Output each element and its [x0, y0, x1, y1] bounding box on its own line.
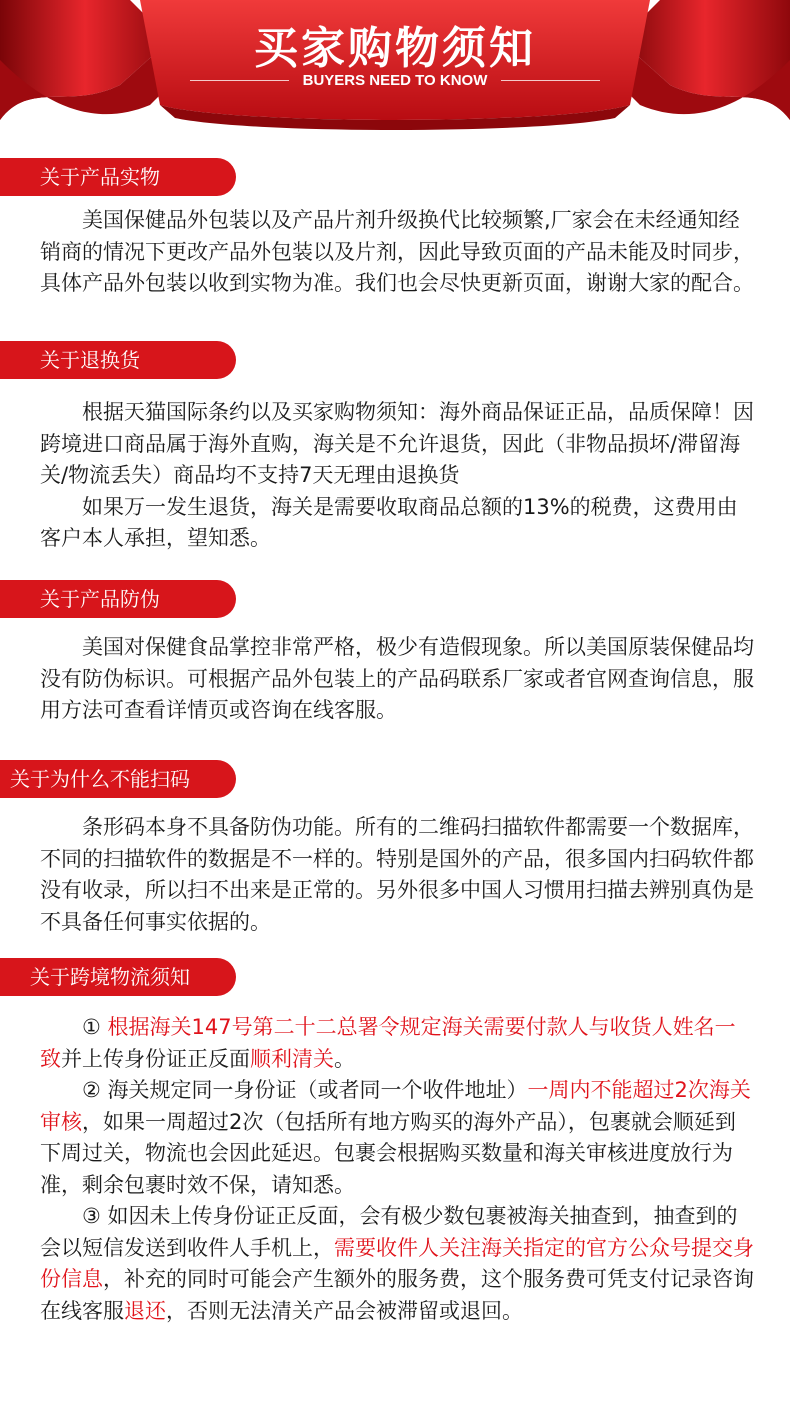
item-text: ，补充的同时可能会产生额外的服务费，这个服务费可凭支付记录咨询在线客服 — [40, 1267, 754, 1323]
page-subtitle: BUYERS NEED TO KNOW — [302, 71, 488, 89]
item-number: ③ — [82, 1204, 101, 1228]
item-text: 。 — [334, 1046, 355, 1071]
highlight-text: 根据海关147号第二十二总署令规定海关需要付款人与收货人姓名一致 — [40, 1015, 736, 1071]
section-heading-product: 关于产品实物 — [0, 158, 236, 196]
item-text: 如因未上传身份证正反面，会有极少数包裹被海关抽查到，抽查到的会以短信发送到收件人手机上， — [40, 1204, 738, 1260]
highlight-text: 顺利清关 — [250, 1046, 334, 1071]
logistics-item-1 — [40, 1012, 755, 1075]
section-body-returns — [40, 397, 755, 555]
page-title: 买家购物须知 — [254, 23, 536, 74]
item-number: ① — [82, 1015, 101, 1039]
subtitle-row — [190, 68, 600, 92]
section-body-product — [40, 205, 755, 300]
paragraph: 美国对保健食品掌控非常严格，极少有造假现象。所以美国原装保健品均没有防伪标识。可根据产品外包装上的产品码联系厂家或者官网查询信息，服用方法可查看详情页或咨询在线客服。 — [40, 635, 754, 722]
logistics-item-2 — [40, 1075, 755, 1201]
paragraph: 根据天猫国际条约以及买家购物须知：海外商品保证正品，品质保障！因跨境进口商品属于海外直购，海关是不允许退货，因此（非物品损坏/滞留海关/物流丢失）商品均不支持7天无理由退换货 — [40, 400, 754, 487]
divider-right — [501, 80, 600, 81]
header-banner — [0, 0, 790, 150]
section-heading-logistics: 关于跨境物流须知 — [0, 958, 236, 996]
section-body-scan — [40, 812, 755, 938]
item-text: ，否则无法清关产品会被滞留或退回。 — [166, 1298, 523, 1323]
section-heading-returns: 关于退换货 — [0, 341, 236, 379]
highlight-text: 退还 — [124, 1298, 166, 1323]
divider-left — [190, 80, 289, 81]
highlight-text: 需要收件人关注海关指定的官方公众号提交身份信息 — [40, 1235, 754, 1291]
highlight-text: 一周内不能超过2次海关审核 — [40, 1078, 751, 1134]
item-text: ，如果一周超过2次（包括所有地方购买的海外产品），包裹就会顺延到下周过关，物流也会因此延迟。包裹会根据购买数量和海关审核进度放行为准，剩余包裹时效不保，请知悉。 — [40, 1109, 736, 1197]
logistics-item-3 — [40, 1201, 755, 1327]
item-number: ② — [82, 1078, 101, 1102]
section-heading-anticounterfeit: 关于产品防伪 — [0, 580, 236, 618]
section-heading-scan: 关于为什么不能扫码 — [0, 760, 236, 798]
paragraph: 美国保健品外包装以及产品片剂升级换代比较频繁,厂家会在未经通知经销商的情况下更改产品外包装以及片剂，因此导致页面的产品未能及时同步，具体产品外包装以收到实物为准。我们也会尽快更新页面，谢谢大家的配合。 — [40, 208, 754, 295]
item-text: 并上传身份证正反面 — [61, 1046, 250, 1071]
item-text: 海关规定同一身份证（或者同一个收件地址） — [107, 1078, 528, 1102]
paragraph: 如果万一发生退货，海关是需要收取商品总额的13%的税费，这费用由客户本人承担，望知悉。 — [40, 494, 738, 550]
paragraph: 条形码本身不具备防伪功能。所有的二维码扫描软件都需要一个数据库，不同的扫描软件的数据是不一样的。特别是国外的产品，很多国内扫码软件都没有收录，所以扫不出来是正常的。另外很多中国人习惯用扫描去辨别真伪是不具备任何事实依据的。 — [40, 815, 754, 934]
section-body-anticounterfeit — [40, 632, 755, 727]
section-body-logistics — [40, 1012, 755, 1327]
